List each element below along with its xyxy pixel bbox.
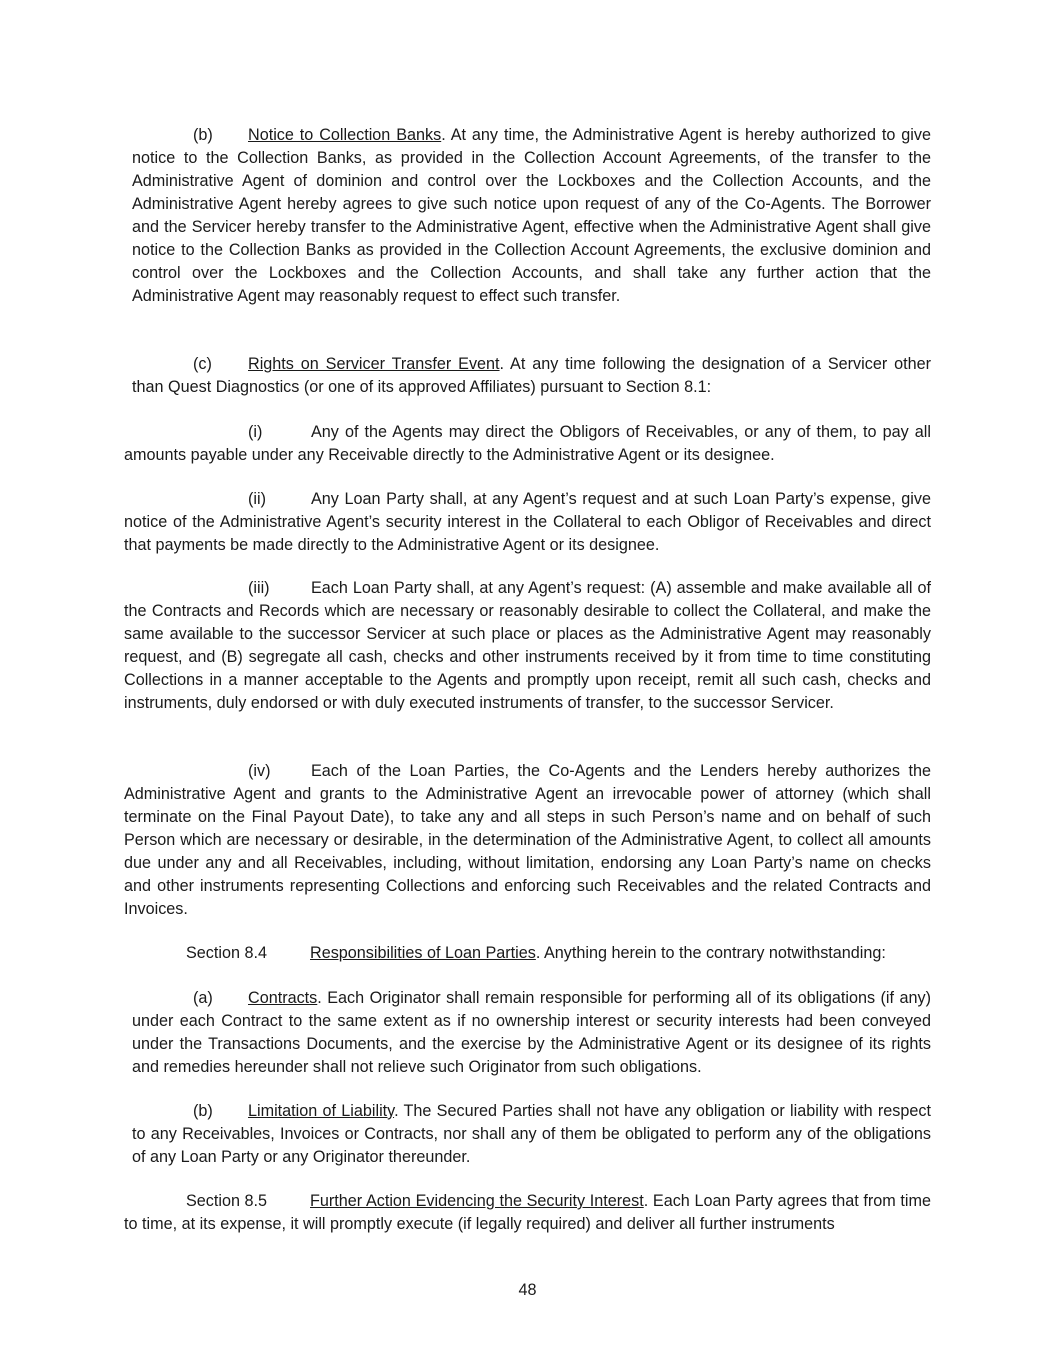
paragraph-8-4-a (132, 987, 931, 1079)
paragraph-body: . Each Originator shall remain responsible for performing all of its obligations (if any) under each Contract to the same extent as if no ownership interest or security interests had been conveyed under the Transactions Documents, and the exercise by the Administrative Agent or its designee of its rights and remedies hereunder shall not relieve such Originator from such obligations. (132, 989, 931, 1076)
paragraph-heading: Notice to Collection Banks (248, 126, 442, 144)
section-heading: Responsibilities of Loan Parties (310, 944, 536, 962)
paragraph-body: Any Loan Party shall, at any Agent’s request and at such Loan Party’s expense, give notice of the Administrative Agent’s security interest in the Collateral to each Obligor of Receivables and direct that payments be made directly to the Administrative Agent or its designee. (124, 490, 931, 554)
paragraph-body: . At any time, the Administrative Agent is hereby authorized to give notice to the Collection Banks, as provided in the Collection Account Agreements, of the transfer to the Administrative Agent of dominion and control over the Lockboxes and the Collection Accounts, and the Administrative Agent hereby agrees to give such notice upon request of any of the Co-Agents. The Borrower and the Servicer hereby transfer to the Administrative Agent, effective when the Administrative Agent shall give notice to the Collection Banks as provided in the Collection Account Agreements, the exclusive dominion and control over the Lockboxes and the Collection Accounts, and shall take any further action that the Administrative Agent may reasonably request to effect such transfer. (132, 126, 931, 305)
paragraph-body: Any of the Agents may direct the Obligors of Receivables, or any of them, to pay all amounts payable under any Receivable directly to the Administrative Agent or its designee. (124, 423, 931, 464)
paragraph-c-ii (124, 488, 931, 557)
section-body: . Anything herein to the contrary notwithstanding: (535, 944, 886, 962)
section-label: Section 8.4 (186, 944, 267, 962)
paragraph-c-i (124, 421, 931, 467)
paragraph-label: (b) (193, 1102, 213, 1120)
paragraph-label: (iii) (248, 579, 270, 597)
section-8-4-heading (124, 942, 931, 965)
paragraph-label: (iv) (248, 762, 271, 780)
paragraph-label: (ii) (248, 490, 266, 508)
paragraph-body: Each of the Loan Parties, the Co-Agents and the Lenders hereby authorizes the Administrative Agent and grants to the Administrative Agent an irrevocable power of attorney (which shall terminate on the Final Payout Date), to take any and all steps in such Person’s name and on behalf of such Person which are necessary or desirable, in the determination of the Administrative Agent, to collect all amounts due under any and all Receivables, including, without limitation, endorsing any Loan Party’s name on checks and other instruments representing Collections and enforcing such Receivables and the related Contracts and Invoices. (124, 762, 931, 918)
page-number: 48 (518, 1281, 537, 1299)
paragraph-c-iv (124, 760, 931, 921)
paragraph-heading: Limitation of Liability (248, 1102, 395, 1120)
paragraph-body: . At any time following the designation of a Servicer other than Quest Diagnostics (or one of its approved Affiliates) pursuant to Section 8.1: (132, 355, 931, 396)
paragraph-label: (i) (248, 423, 263, 441)
paragraph-c-iii (124, 577, 931, 715)
section-heading: Further Action Evidencing the Security Interest (310, 1192, 644, 1210)
paragraph-label: (c) (193, 355, 212, 373)
paragraph-b-notice (132, 124, 931, 308)
paragraph-body: . The Secured Parties shall not have any obligation or liability with respect to any Receivables, Invoices or Contracts, nor shall any of them be obligated to perform any of the obligations of any Loan Party or any Originator thereunder. (132, 1102, 931, 1166)
paragraph-heading: Rights on Servicer Transfer Event (248, 355, 500, 373)
paragraph-heading: Contracts (248, 989, 318, 1007)
paragraph-c-rights (132, 353, 931, 399)
paragraph-body: Each Loan Party shall, at any Agent’s request: (A) assemble and make available all of the Contracts and Records which are necessary or reasonably desirable to collect the Collateral, and make the same available to the successor Servicer at such place or places as the Administrative Agent may reasonably request, and (B) segregate all cash, checks and other instruments received by it from time to time constituting Collections in a manner acceptable to the Agents and promptly upon receipt, remit all such cash, checks and instruments, duly endorsed or with duly executed instruments of transfer, to the successor Servicer. (124, 579, 931, 712)
paragraph-8-4-b (132, 1100, 931, 1169)
section-label: Section 8.5 (186, 1192, 267, 1210)
section-8-5 (124, 1190, 931, 1236)
section-body: . Each Loan Party agrees that from time to time, at its expense, it will promptly execute (if legally required) and deliver all further instruments (124, 1192, 931, 1233)
paragraph-label: (a) (193, 989, 213, 1007)
paragraph-label: (b) (193, 126, 213, 144)
